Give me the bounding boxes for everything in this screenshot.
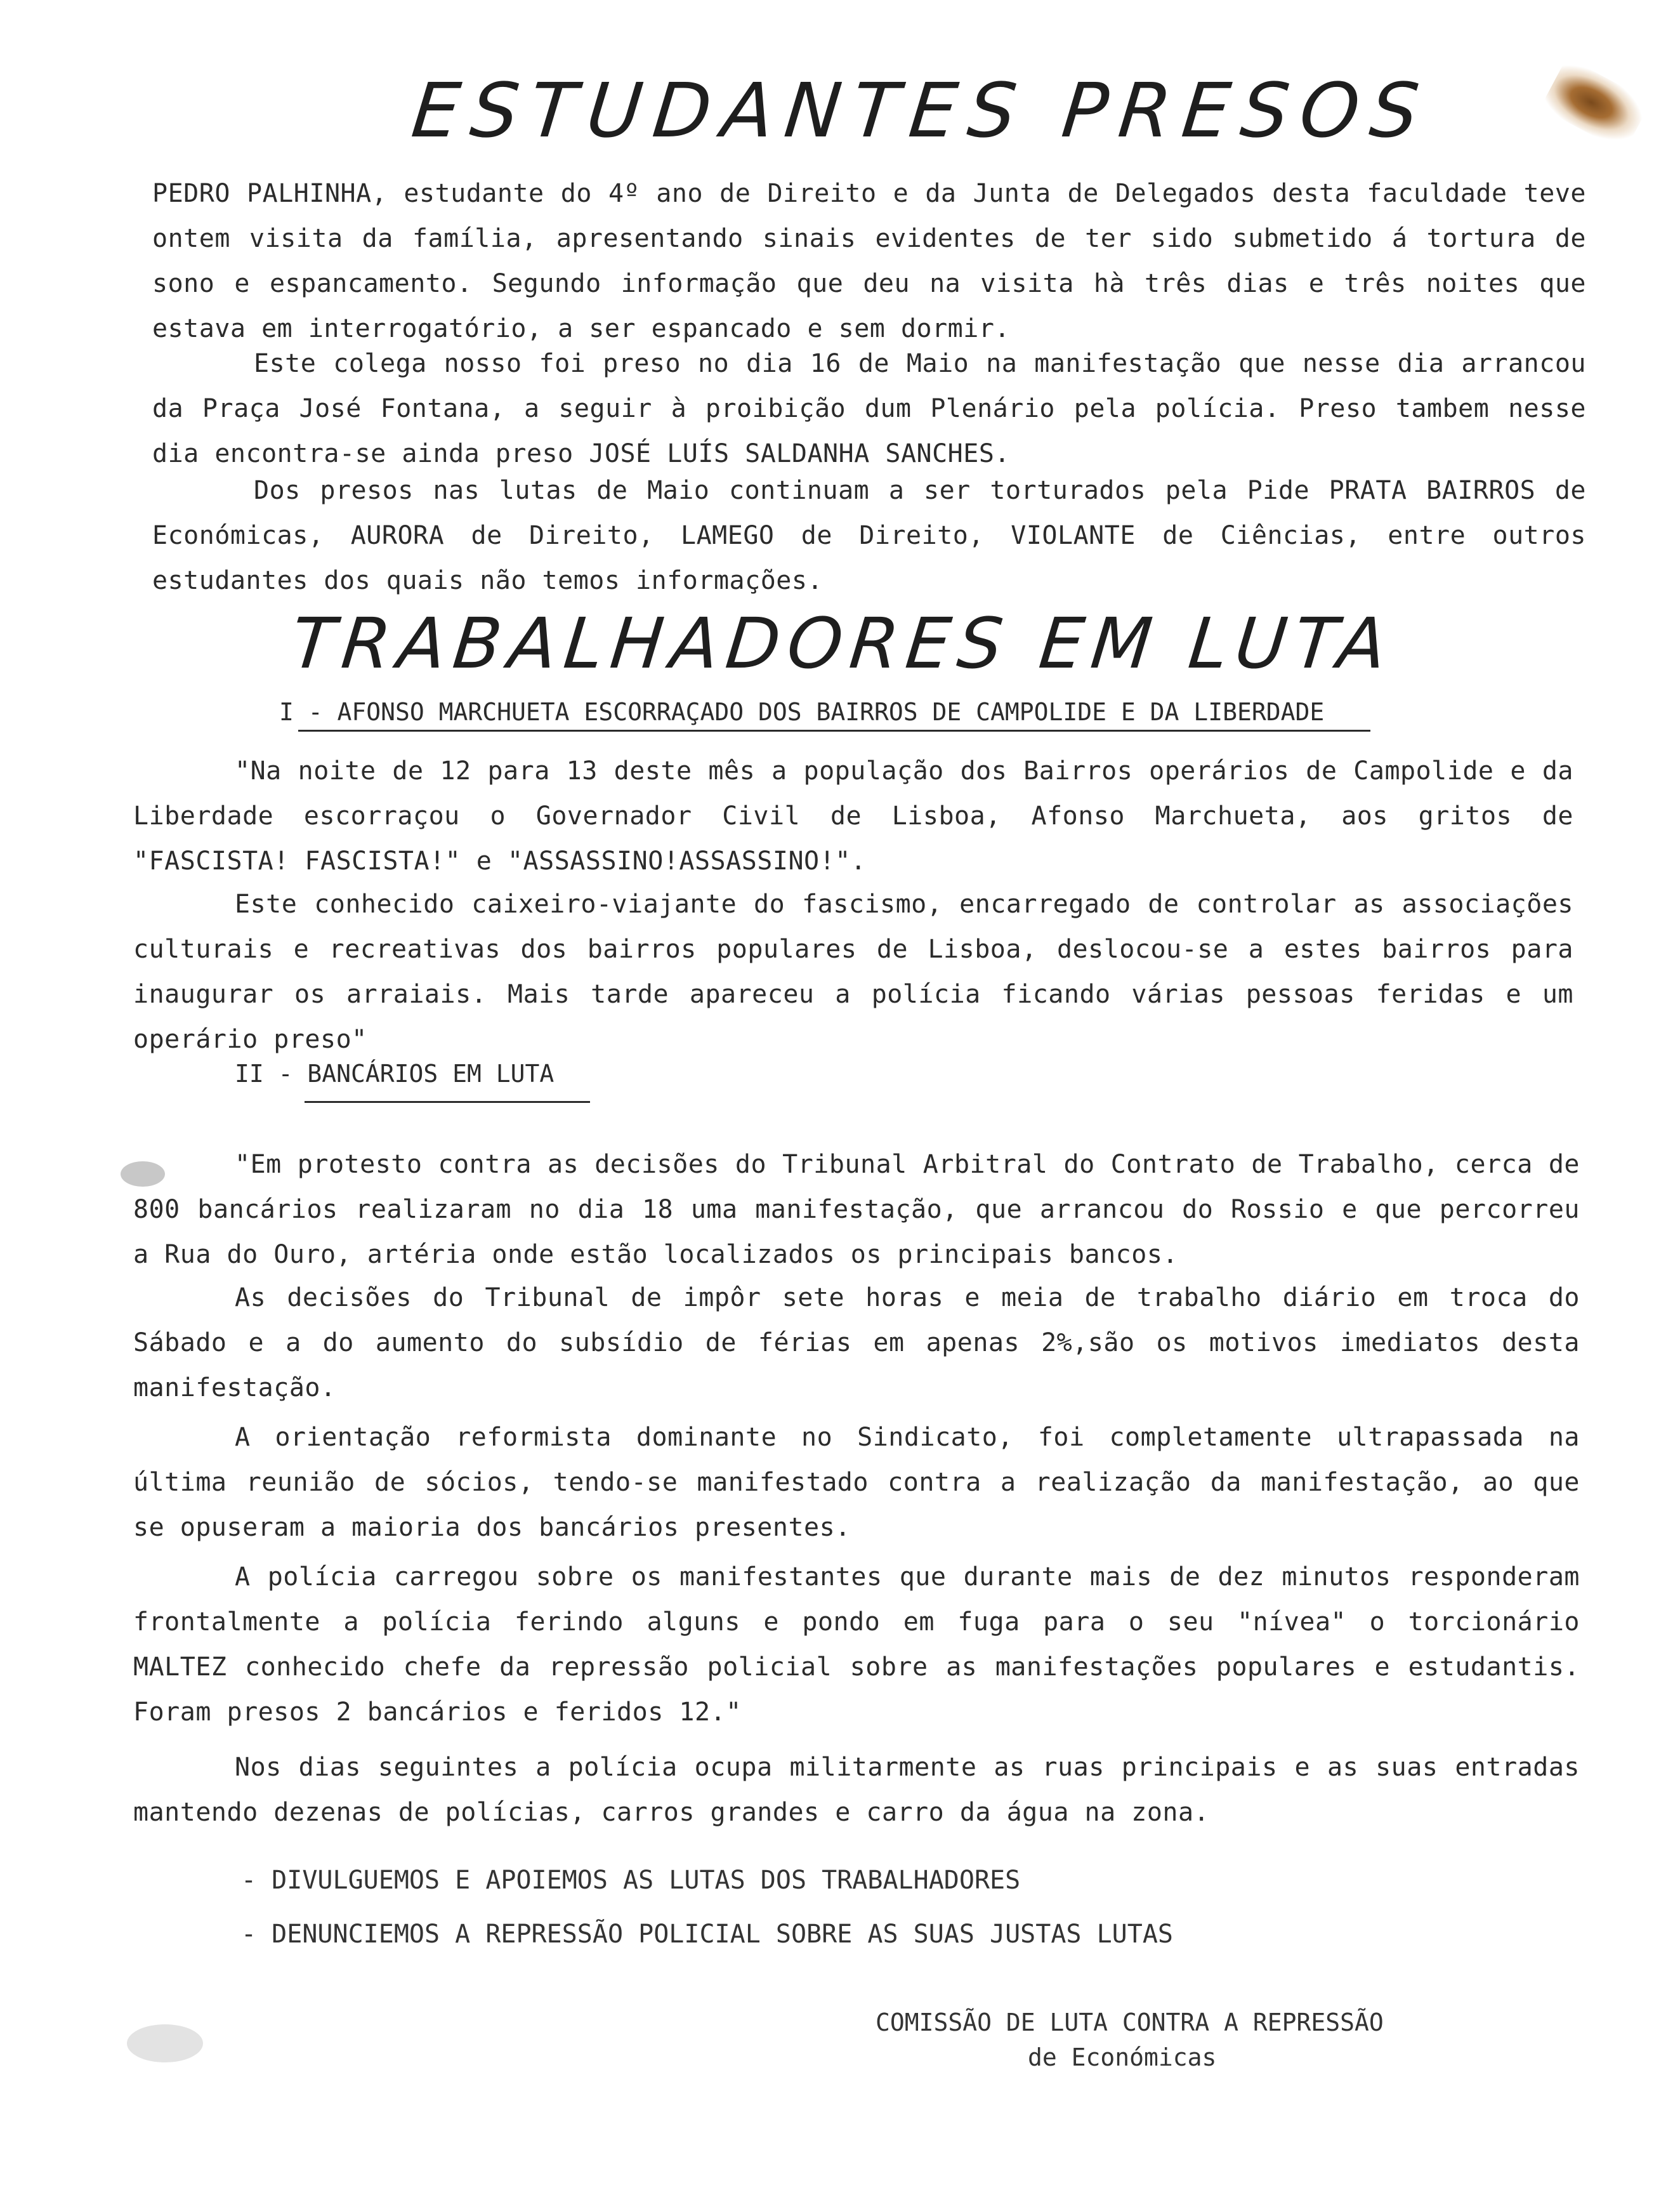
subtitle-bancarios: II - BANCÁRIOS EM LUTA xyxy=(235,1060,555,1088)
paragraph-presos-maio: Dos presos nas lutas de Maio continuam a ser torturados pela Pide PRATA BAIRROS de Económicas, AURORA de Direito, LAMEGO de Direito, VIOLANTE de Ciências, entre outros estudantes dos quais não temos informações. xyxy=(152,476,1586,595)
coffee-stain xyxy=(1540,57,1651,152)
signature-commission: COMISSÃO DE LUTA CONTRA A REPRESSÃO xyxy=(876,2008,1384,2036)
paper-speck xyxy=(127,2024,203,2062)
paragraph-escorracou: "Na noite de 12 para 13 deste mês a população dos Bairros operários de Campolide e da Liberdade escorraçou o Governador Civil de Lisboa, Afonso Marchueta, aos gritos de "FASCISTA! FASCISTA!" e "ASSASSINO!ASSASSINO!". xyxy=(133,756,1573,876)
signature-faculty: de Económicas xyxy=(1028,2043,1217,2071)
paragraph-caixeiro-viajante: Este conhecido caixeiro-viajante do fascismo, encarregado de controlar as associações culturais e recreativas dos bairros populares de Lisboa, deslocou-se a estes bairros para inaugurar os arraiais. Mais tarde apareceu a polícia ficando várias pessoas feridas e um operário preso" xyxy=(133,890,1573,1054)
paragraph-colega-preso: Este colega nosso foi preso no dia 16 de Maio na manifestação que nesse dia arrancou da Praça José Fontana, a seguir à proibição dum Plenário pela polícia. Preso tambem nesse dia encontra-se ainda preso JOSÉ LUÍS SALDANHA SANCHES. xyxy=(152,349,1586,468)
paragraph-protesto: "Em protesto contra as decisões do Tribunal Arbitral do Contrato de Trabalho, cerca de 800 bancários realizaram no dia 18 uma manifestação, que arrancou do Rossio e que percorreu a Rua do Ouro, artéria onde estão localizados os principais bancos. xyxy=(133,1150,1580,1269)
headline-estudantes-presos: ESTUDANTES PRESOS xyxy=(407,67,1434,154)
paragraph-policia-carregou: A polícia carregou sobre os manifestantes que durante mais de dez minutos responderam frontalmente a polícia ferindo alguns e pondo em fuga para o seu "nívea" o torcionário MALTEZ conhecido chefe da repressão policial sobre as manifestações populares e estudantis. Foram presos 2 bancários e feridos 12." xyxy=(133,1562,1580,1727)
subtitle-underline xyxy=(298,730,1370,732)
paragraph-decisoes: As decisões do Tribunal de impôr sete horas e meia de trabalho diário em troca do Sábado e a do aumento do subsídio de férias em apenas 2%,são os motivos imediatos desta manifestação. xyxy=(133,1283,1580,1402)
headline-trabalhadores-em-luta: TRABALHADORES EM LUTA xyxy=(287,603,1398,684)
subtitle-marchueta: I - AFONSO MARCHUETA ESCORRAÇADO DOS BAIRROS DE CAMPOLIDE E DA LIBERDADE xyxy=(279,698,1325,726)
paragraph-orientacao: A orientação reformista dominante no Sindicato, foi completamente ultrapassada na última reunião de sócios, tendo-se manifestado contra a realização da manifestação, ao que se opuseram a maioria dos bancários presentes. xyxy=(133,1423,1580,1542)
slogan-divulguemos: - DIVULGUEMOS E APOIEMOS AS LUTAS DOS TRABALHADORES xyxy=(241,1866,1021,1895)
paragraph-dias-seguintes: Nos dias seguintes a polícia ocupa militarmente as ruas principais e as suas entradas mantendo dezenas de polícias, carros grandes e carro da água na zona. xyxy=(133,1753,1580,1827)
slogan-denunciemos: - DENUNCIEMOS A REPRESSÃO POLICIAL SOBRE AS SUAS JUSTAS LUTAS xyxy=(241,1920,1174,1949)
subtitle-underline xyxy=(305,1101,590,1103)
paragraph-palhinha: PEDRO PALHINHA, estudante do 4º ano de Direito e da Junta de Delegados desta faculdade teve ontem visita da família, apresentando sinais evidentes de ter sido submetido á tortura de sono e espancamento. Segundo informação que deu na visita hà três dias e três noites que estava em interrogatório, a ser espancado e sem dormir. xyxy=(152,179,1586,343)
